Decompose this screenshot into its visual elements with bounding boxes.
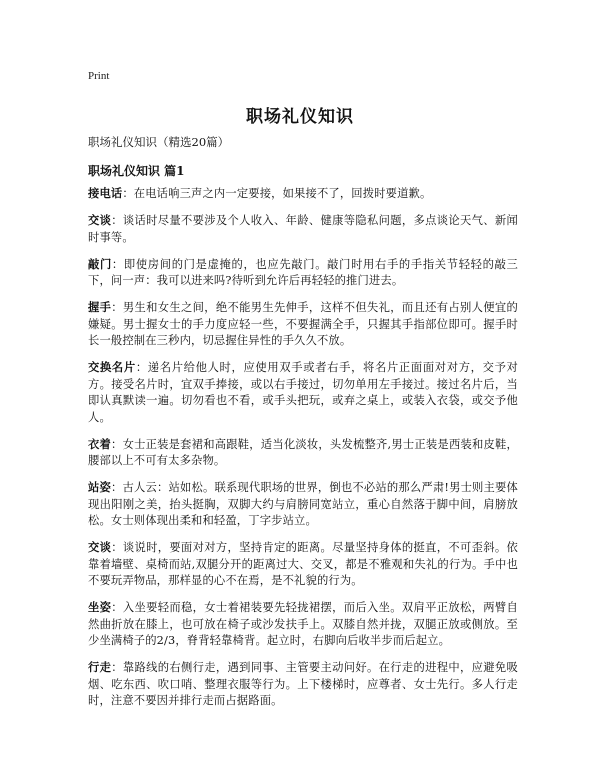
paragraph-sitting — [88, 599, 518, 650]
paragraph-label: 交谈 — [88, 540, 112, 554]
paragraph-standing — [88, 479, 518, 530]
paragraph-label: 交换名片 — [88, 360, 136, 374]
paragraph-answer-phone — [88, 185, 518, 203]
paragraph-label: 站姿 — [88, 480, 111, 494]
paragraph-business-card — [88, 359, 518, 426]
article-body — [88, 185, 518, 719]
page-title: 职场礼仪知识 — [246, 107, 354, 127]
paragraph-talking — [88, 539, 518, 590]
paragraph-label: 衣着 — [88, 436, 112, 451]
paragraph-label: 敲门 — [88, 256, 112, 271]
paragraph-text: ：谈话时尽量不要涉及个人收入、年龄、健康等隐私问题，多点谈论天气、新闻时事等。 — [88, 214, 518, 244]
paragraph-label: 握手 — [88, 300, 112, 314]
paragraph-text: ：靠路线的右侧行走，遇到同事、主管要主动问好。在行走的进程中，应避免吸烟、吃东西、吹口哨、整理衣服等行为。上下楼梯时，应尊者、女士先行。多人行走时，注意不要因并排行走而占据路面。 — [88, 661, 518, 707]
paragraph-text: ：在电话响三声之内一定要接，如果接不了，回拨时要道歉。 — [122, 187, 432, 200]
section-heading: 职场礼仪知识 篇1 — [88, 164, 185, 178]
paragraph-text: ：女士正装是套裙和高跟鞋，适当化淡妆，头发梳整齐,男士正装是西装和皮鞋，腰部以上不可有太多杂物。 — [88, 437, 518, 467]
paragraph-walking — [88, 659, 518, 710]
paragraph-conversation — [88, 212, 518, 246]
paragraph-knock-door — [88, 256, 518, 290]
paragraph-label: 坐姿 — [88, 600, 112, 614]
paragraph-label: 交谈 — [88, 213, 112, 227]
paragraph-attire — [88, 436, 518, 470]
print-link[interactable]: Print — [88, 70, 110, 82]
paragraph-text: ：递名片给他人时，应使用双手或者右手，将名片正面面对对方，交予对方。接受名片时，宜双手捧接，或以右手接过，切勿单用左手接过。接过名片后，当即认真默读一遍。切勿看也不看，或手头把玩，或弃之桌上，或装入衣袋，或交予他人。 — [88, 361, 518, 424]
paragraph-handshake — [88, 299, 518, 350]
paragraph-text: ：男生和女生之间，绝不能男生先伸手，这样不但失礼，而且还有占别人便宜的嫌疑。男士握女士的手力度应轻一些，不要握满全手，只握其手指部位即可。握手时长一般控制在三秒内，切忌握住异性的手久久不放。 — [88, 301, 518, 347]
paragraph-text: ：谈说时，要面对对方，坚持肯定的距离。尽量坚持身体的挺直，不可歪斜。依靠着墙壁、桌椅而站,双腿分开的距离过大、交叉，都是不雅观和失礼的行为。手中也不要玩弄物品，那样显的心不在焉，是不礼貌的行为。 — [88, 541, 518, 587]
paragraph-text: ：入坐要轻而稳，女士着裙装要先轻拢裙摆，而后入坐。双肩平正放松，两臂自然曲折放在膝上，也可放在椅子或沙发扶手上。双膝自然并拢，双腿正放或侧放。至少坐满椅子的2/3，脊背轻靠椅背。起立时，右脚向后收半步而后起立。 — [88, 601, 518, 647]
document-subtitle: 职场礼仪知识（精选20篇） — [88, 135, 230, 149]
paragraph-label: 行走 — [88, 660, 112, 674]
paragraph-label: 接电话 — [88, 186, 123, 200]
paragraph-text: ：古人云：站如松。联系现代职场的世界，倒也不必站的那么严肃!男士则主要体现出阳刚之美，抬头挺胸，双脚大约与肩膀同宽站立，重心自然落于脚中间，肩膀放松。女士则体现出柔和和轻盈，丁字步站立。 — [88, 481, 518, 527]
paragraph-text: ：即使房间的门是虚掩的，也应先敲门。敲门时用右手的手指关节轻轻的敲三下，问一声：我可以进来吗?待听到允许后再轻轻的推门进去。 — [88, 257, 518, 287]
